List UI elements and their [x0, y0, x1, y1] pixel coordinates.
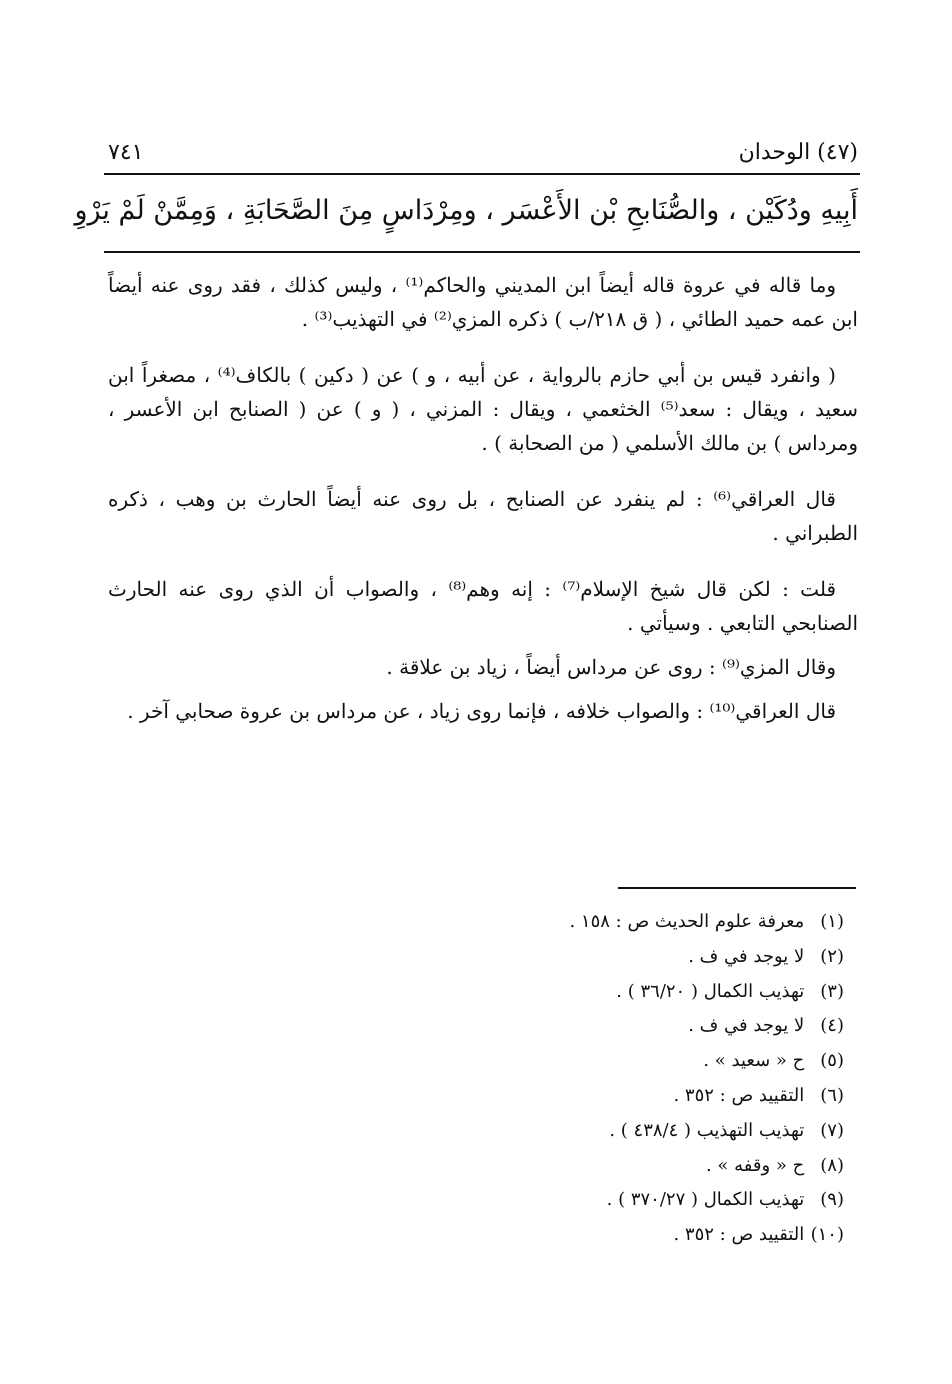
footnote	[104, 1218, 844, 1253]
footnote	[104, 1044, 844, 1079]
chapter-title: (٤٧) الوحدان	[738, 140, 858, 165]
paragraph: وما قاله في عروة قاله أيضاً ابن المديني والحاكم⁽¹⁾ ، وليس كذلك ، فقد روى عنه أيضاً ابن عمه حميد الطائي ، ( ق ٢١٨/ب ) ذكره المزي⁽²⁾ في التهذيب⁽³⁾ .	[108, 273, 858, 331]
footnote-text: تهذيب الكمال ( ٣٧٠/٢٧ ) .	[606, 1189, 805, 1211]
footnote-number: (٤)	[820, 1015, 844, 1037]
footnote-separator	[618, 887, 856, 889]
page-number: ٧٤١	[108, 140, 144, 165]
footnote	[104, 905, 844, 940]
footnote-number: (٨)	[820, 1154, 844, 1176]
footnote-number: (١٠)	[810, 1224, 844, 1246]
footnote-text: التقييد ص : ٣٥٢ .	[673, 1224, 805, 1246]
footnote	[104, 1149, 844, 1184]
footnote	[104, 1009, 844, 1044]
footnote-text: ح « سعيد » .	[703, 1050, 805, 1072]
footnote-text: لا يوجد في ف .	[688, 945, 805, 967]
footnote-text: معرفة علوم الحديث ص : ١٥٨ .	[569, 911, 805, 932]
paragraph: قلت : لكن قال شيخ الإسلام⁽⁷⁾ : إنه وهم⁽⁸⁾ ، والصواب أن الذي روى عنه الحارث الصنابحي التابعي . وسيأتي .	[108, 577, 858, 635]
paragraph: ( وانفرد قيس بن أبي حازم بالرواية ، عن أبيه ، و ) عن ( دكين ) بالكاف⁽⁴⁾ ، مصغراً ابن سعيد ، ويقال : سعد⁽⁵⁾ الخثعمي ، ويقال : المزني ، ( و ) عن ( الصنابح ابن الأعسر ، ومرداس ) بن مالك الأسلمي ( من الصحابة ) .	[108, 363, 858, 455]
footnote-number: (٩)	[820, 1189, 844, 1211]
footnote-number: (٣)	[820, 980, 844, 1002]
footnote-number: (٥)	[820, 1050, 844, 1072]
commentary	[108, 268, 858, 728]
footnote	[104, 975, 844, 1010]
footnote-number: (٢)	[820, 945, 844, 967]
matn-divider	[104, 251, 860, 253]
paragraph: وقال المزي⁽⁹⁾ : روى عن مرداس أيضاً ، زياد بن علاقة .	[386, 655, 836, 679]
footnote-text: لا يوجد في ف .	[688, 1015, 805, 1037]
footnote-text: ح « وقفه » .	[705, 1154, 805, 1176]
footnote-number: (٦)	[820, 1084, 844, 1106]
paragraph: قال العراقي⁽⁶⁾ : لم ينفرد عن الصنابح ، بل روى عنه أيضاً الحارث بن وهب ، ذكره الطبراني .	[108, 487, 858, 545]
footnote	[104, 1183, 844, 1218]
footnote	[104, 1079, 844, 1114]
footnote-text: التقييد ص : ٣٥٢ .	[673, 1084, 805, 1106]
footnote	[104, 1114, 844, 1149]
footnote-text: تهذيب الكمال ( ٣٦/٢٠ ) .	[616, 980, 805, 1002]
paragraph: قال العراقي⁽¹⁰⁾ : والصواب خلافه ، فإنما روى زياد ، عن مرداس بن عروة صحابي آخر .	[127, 699, 836, 723]
running-header	[108, 138, 858, 174]
footnote-number: (٧)	[820, 1119, 844, 1141]
footnote	[104, 940, 844, 975]
footnote-text: تهذيب التهذيب ( ٤٣٨/٤ ) .	[609, 1119, 805, 1141]
footnotes-list	[104, 905, 844, 1253]
header-divider	[104, 173, 860, 175]
footnote-number: (١)	[820, 911, 844, 932]
matn-text: أَبِيهِ ودُكَيْن ، والصُّنَابحِ بْن الأَعْسَر ، ومِرْدَاسٍ مِنَ الصَّحَابَةِ ، وَمِمَّنْ لَمْ يَرْوِ	[74, 195, 858, 226]
